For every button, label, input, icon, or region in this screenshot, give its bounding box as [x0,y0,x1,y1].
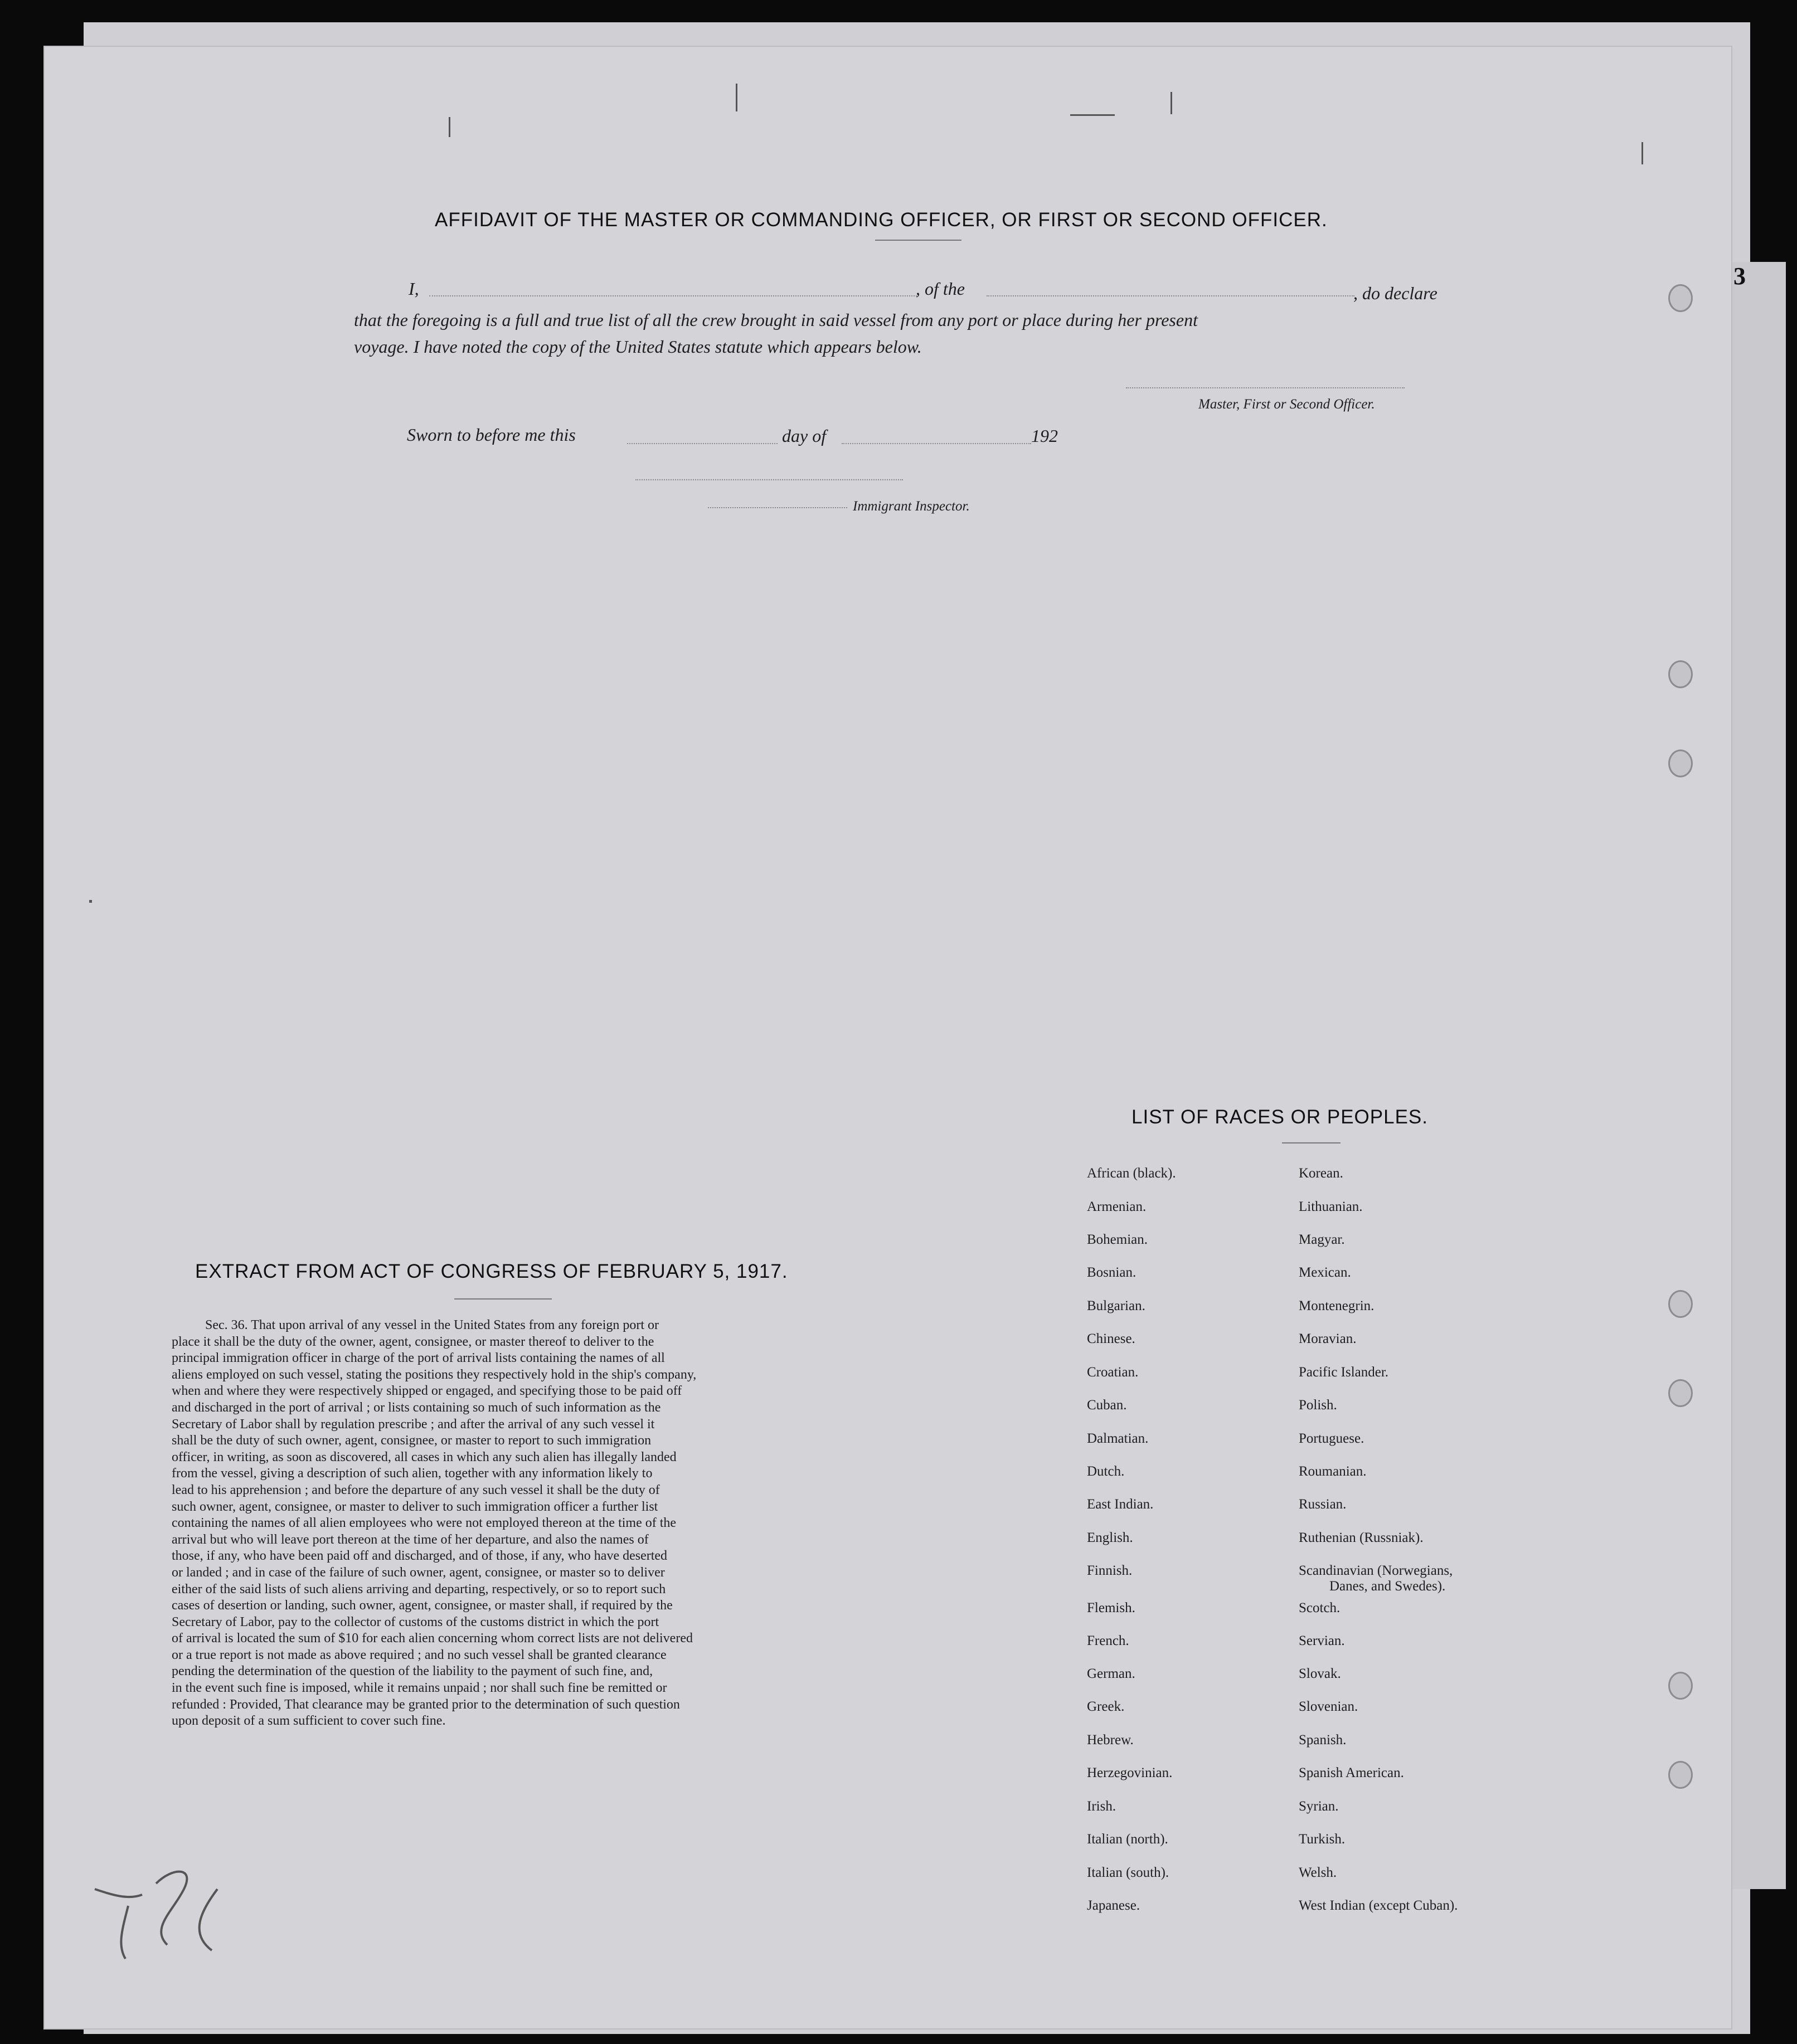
race-item: Moravian. [1299,1331,1357,1346]
master-signature-field[interactable] [1126,387,1405,388]
sworn-day-field[interactable] [627,443,778,444]
binder-hole [1668,1290,1693,1318]
race-item: Flemish. [1087,1600,1135,1615]
race-item: West Indian (except Cuban). [1299,1898,1458,1913]
race-item: Turkish. [1299,1832,1346,1847]
race-item: Italian (south). [1087,1865,1169,1880]
act-line: pending the determination of the question of the liability to the payment of such fine, and, [172,1664,653,1679]
day-of-label: day of [782,426,827,446]
act-line: containing the names of all alien employees who were not employed thereon at the time of the [172,1516,677,1531]
master-caption: Master, First or Second Officer. [1198,397,1375,412]
race-item: English. [1087,1530,1133,1545]
act-line: those, if any, who have been paid off and discharged, and of those, if any, who have deserted [172,1549,668,1564]
binder-hole [1668,284,1693,312]
race-item-continuation: Danes, and Swedes). [1329,1579,1446,1594]
race-item: Bohemian. [1087,1232,1148,1247]
race-item: Scotch. [1299,1600,1341,1615]
ink-mark [736,84,737,111]
race-item: Bosnian. [1087,1265,1137,1280]
race-item: Herzegovinian. [1087,1765,1173,1780]
race-item: Polish. [1299,1398,1337,1413]
race-item: Chinese. [1087,1331,1135,1346]
act-line: Secretary of Labor shall by regulation prescribe ; and after the arrival of any such vessel it [172,1417,655,1432]
act-line: arrival but who will leave port thereon at the time of her departure, and also the names of [172,1532,649,1547]
page-number: 3 [1733,262,1746,290]
race-item-line: Scandinavian (Norwegians, [1299,1563,1453,1578]
race-item: Pacific Islander. [1299,1365,1389,1380]
inspector-caption: Immigrant Inspector. [853,499,970,514]
act-line: shall be the duty of such owner, agent, consignee, or master to report to such immigration [172,1433,652,1448]
race-item: East Indian. [1087,1497,1154,1512]
race-item: Portuguese. [1299,1431,1364,1446]
sworn-month-field[interactable] [842,443,1031,444]
race-item: Roumanian. [1299,1464,1367,1479]
act-line: when and where they were respectively shipped or engaged, and specifying those to be paid off [172,1384,682,1399]
race-item: Syrian. [1299,1799,1339,1814]
race-item: Bulgarian. [1087,1298,1145,1313]
affidavit-title-rule [875,240,961,241]
race-item: Greek. [1087,1699,1125,1714]
race-item: African (black). [1087,1166,1176,1181]
act-line: aliens employed on such vessel, stating the positions they respectively hold in the ship's company, [172,1367,697,1382]
vessel-name-field[interactable] [987,295,1354,296]
race-item: Magyar. [1299,1232,1345,1247]
do-declare-label: , do declare [1353,283,1437,303]
act-line: such owner, agent, consignee, or master to deliver to such immigration officer a further list [172,1499,658,1514]
race-item: Slovak. [1299,1666,1341,1681]
races-title: LIST OF RACES OR PEOPLES. [1131,1106,1429,1128]
declaration-line-3: voyage. I have noted the copy of the United States statute which appears below. [354,337,922,357]
race-item: Welsh. [1299,1865,1337,1880]
binder-hole [1668,1672,1693,1700]
affidavit-title: AFFIDAVIT OF THE MASTER OR COMMANDING OFFICER, OR FIRST OR SECOND OFFICER. [435,209,1328,231]
race-item: Italian (north). [1087,1832,1168,1847]
sworn-label: Sworn to before me this [407,425,576,445]
race-item: Mexican. [1299,1265,1351,1280]
race-item: Finnish. [1087,1563,1133,1578]
race-item: Dalmatian. [1087,1431,1149,1446]
binder-hole [1668,660,1693,688]
act-line: or a true report is not made as above required ; and no such vessel shall be granted clearance [172,1647,667,1662]
race-item: Spanish. [1299,1732,1347,1748]
declarant-name-field[interactable] [429,295,917,296]
race-item: Croatian. [1087,1365,1139,1380]
act-line: lead to his apprehension ; and before the departure of any such vessel it shall be the duty of [172,1482,660,1497]
race-item-multiline [1299,1563,1453,1594]
race-item: Russian. [1299,1497,1347,1512]
act-line: either of the said lists of such aliens arriving and departing, respectively, or so to report such [172,1581,666,1597]
binder-hole [1668,1379,1693,1407]
binder-hole [1668,750,1693,777]
race-item: Japanese. [1087,1898,1140,1913]
race-item: Hebrew. [1087,1732,1134,1748]
race-item: Lithuanian. [1299,1199,1363,1214]
binder-hole [1668,1761,1693,1789]
act-line: officer, in writing, as soon as discovered, all cases in which any such alien has illegally landed [172,1449,677,1464]
act-line: refunded : Provided, That clearance may be granted prior to the determination of such question [172,1697,680,1712]
race-item: Dutch. [1087,1464,1125,1479]
act-line: upon deposit of a sum sufficient to cover such fine. [172,1714,446,1729]
act-line: from the vessel, giving a description of such alien, together with any information likely to [172,1466,653,1481]
race-item: Montenegrin. [1299,1298,1375,1313]
race-item: Spanish American. [1299,1765,1404,1780]
ink-mark [89,900,92,903]
extract-title: EXTRACT FROM ACT OF CONGRESS OF FEBRUARY 5, 1917. [195,1261,788,1282]
act-text [172,1317,696,1730]
ink-mark [1171,92,1172,114]
ink-mark [1070,114,1115,116]
handwritten-scribble [89,1856,251,1967]
act-line: principal immigration officer in charge of the port of arrival lists containing the names of all [172,1351,665,1366]
races-title-rule [1282,1142,1341,1143]
inspector-signature-field[interactable] [708,507,847,508]
act-line: Sec. 36. That upon arrival of any vessel in the United States from any foreign port or [205,1318,659,1332]
next-page-edge [1732,262,1786,1889]
act-line: and discharged in the port of arrival ; or lists containing so much of such information as the [172,1400,661,1415]
act-line: in the event such fine is imposed, while it remains unpaid ; nor shall such fine be remitted or [172,1681,667,1696]
race-item: German. [1087,1666,1135,1681]
race-item: Slovenian. [1299,1699,1358,1714]
extract-title-rule [454,1298,552,1300]
act-line: or landed ; and in case of the failure of such owner, agent, consignee, or master so to deliver [172,1565,665,1580]
race-item: Cuban. [1087,1398,1127,1413]
ink-mark [449,117,450,137]
declaration-line-2: that the foregoing is a full and true list of all the crew brought in said vessel from any port or place during her present [354,310,1198,330]
race-item: French. [1087,1633,1129,1648]
race-item: Armenian. [1087,1199,1147,1214]
act-line: Secretary of Labor, pay to the collector of customs of the customs district in which the port [172,1614,659,1629]
ink-mark [1641,142,1643,164]
race-item: Korean. [1299,1166,1343,1181]
of-the-label: , of the [916,279,965,299]
act-line: cases of desertion or landing, such owner, agent, consignee, or master shall, if required by the [172,1598,673,1613]
act-line: of arrival is located the sum of $10 for each alien concerning whom correct lists are not delivered [172,1631,693,1646]
inspector-top-line [635,479,903,480]
affidavit-i-label: I, [409,279,419,299]
race-item: Servian. [1299,1633,1345,1648]
race-item: Irish. [1087,1799,1116,1814]
year-prefix: 192 [1031,426,1058,446]
act-line: place it shall be the duty of the owner, agent, consignee, or master thereof to deliver to the [172,1334,654,1349]
race-item: Ruthenian (Russniak). [1299,1530,1424,1545]
